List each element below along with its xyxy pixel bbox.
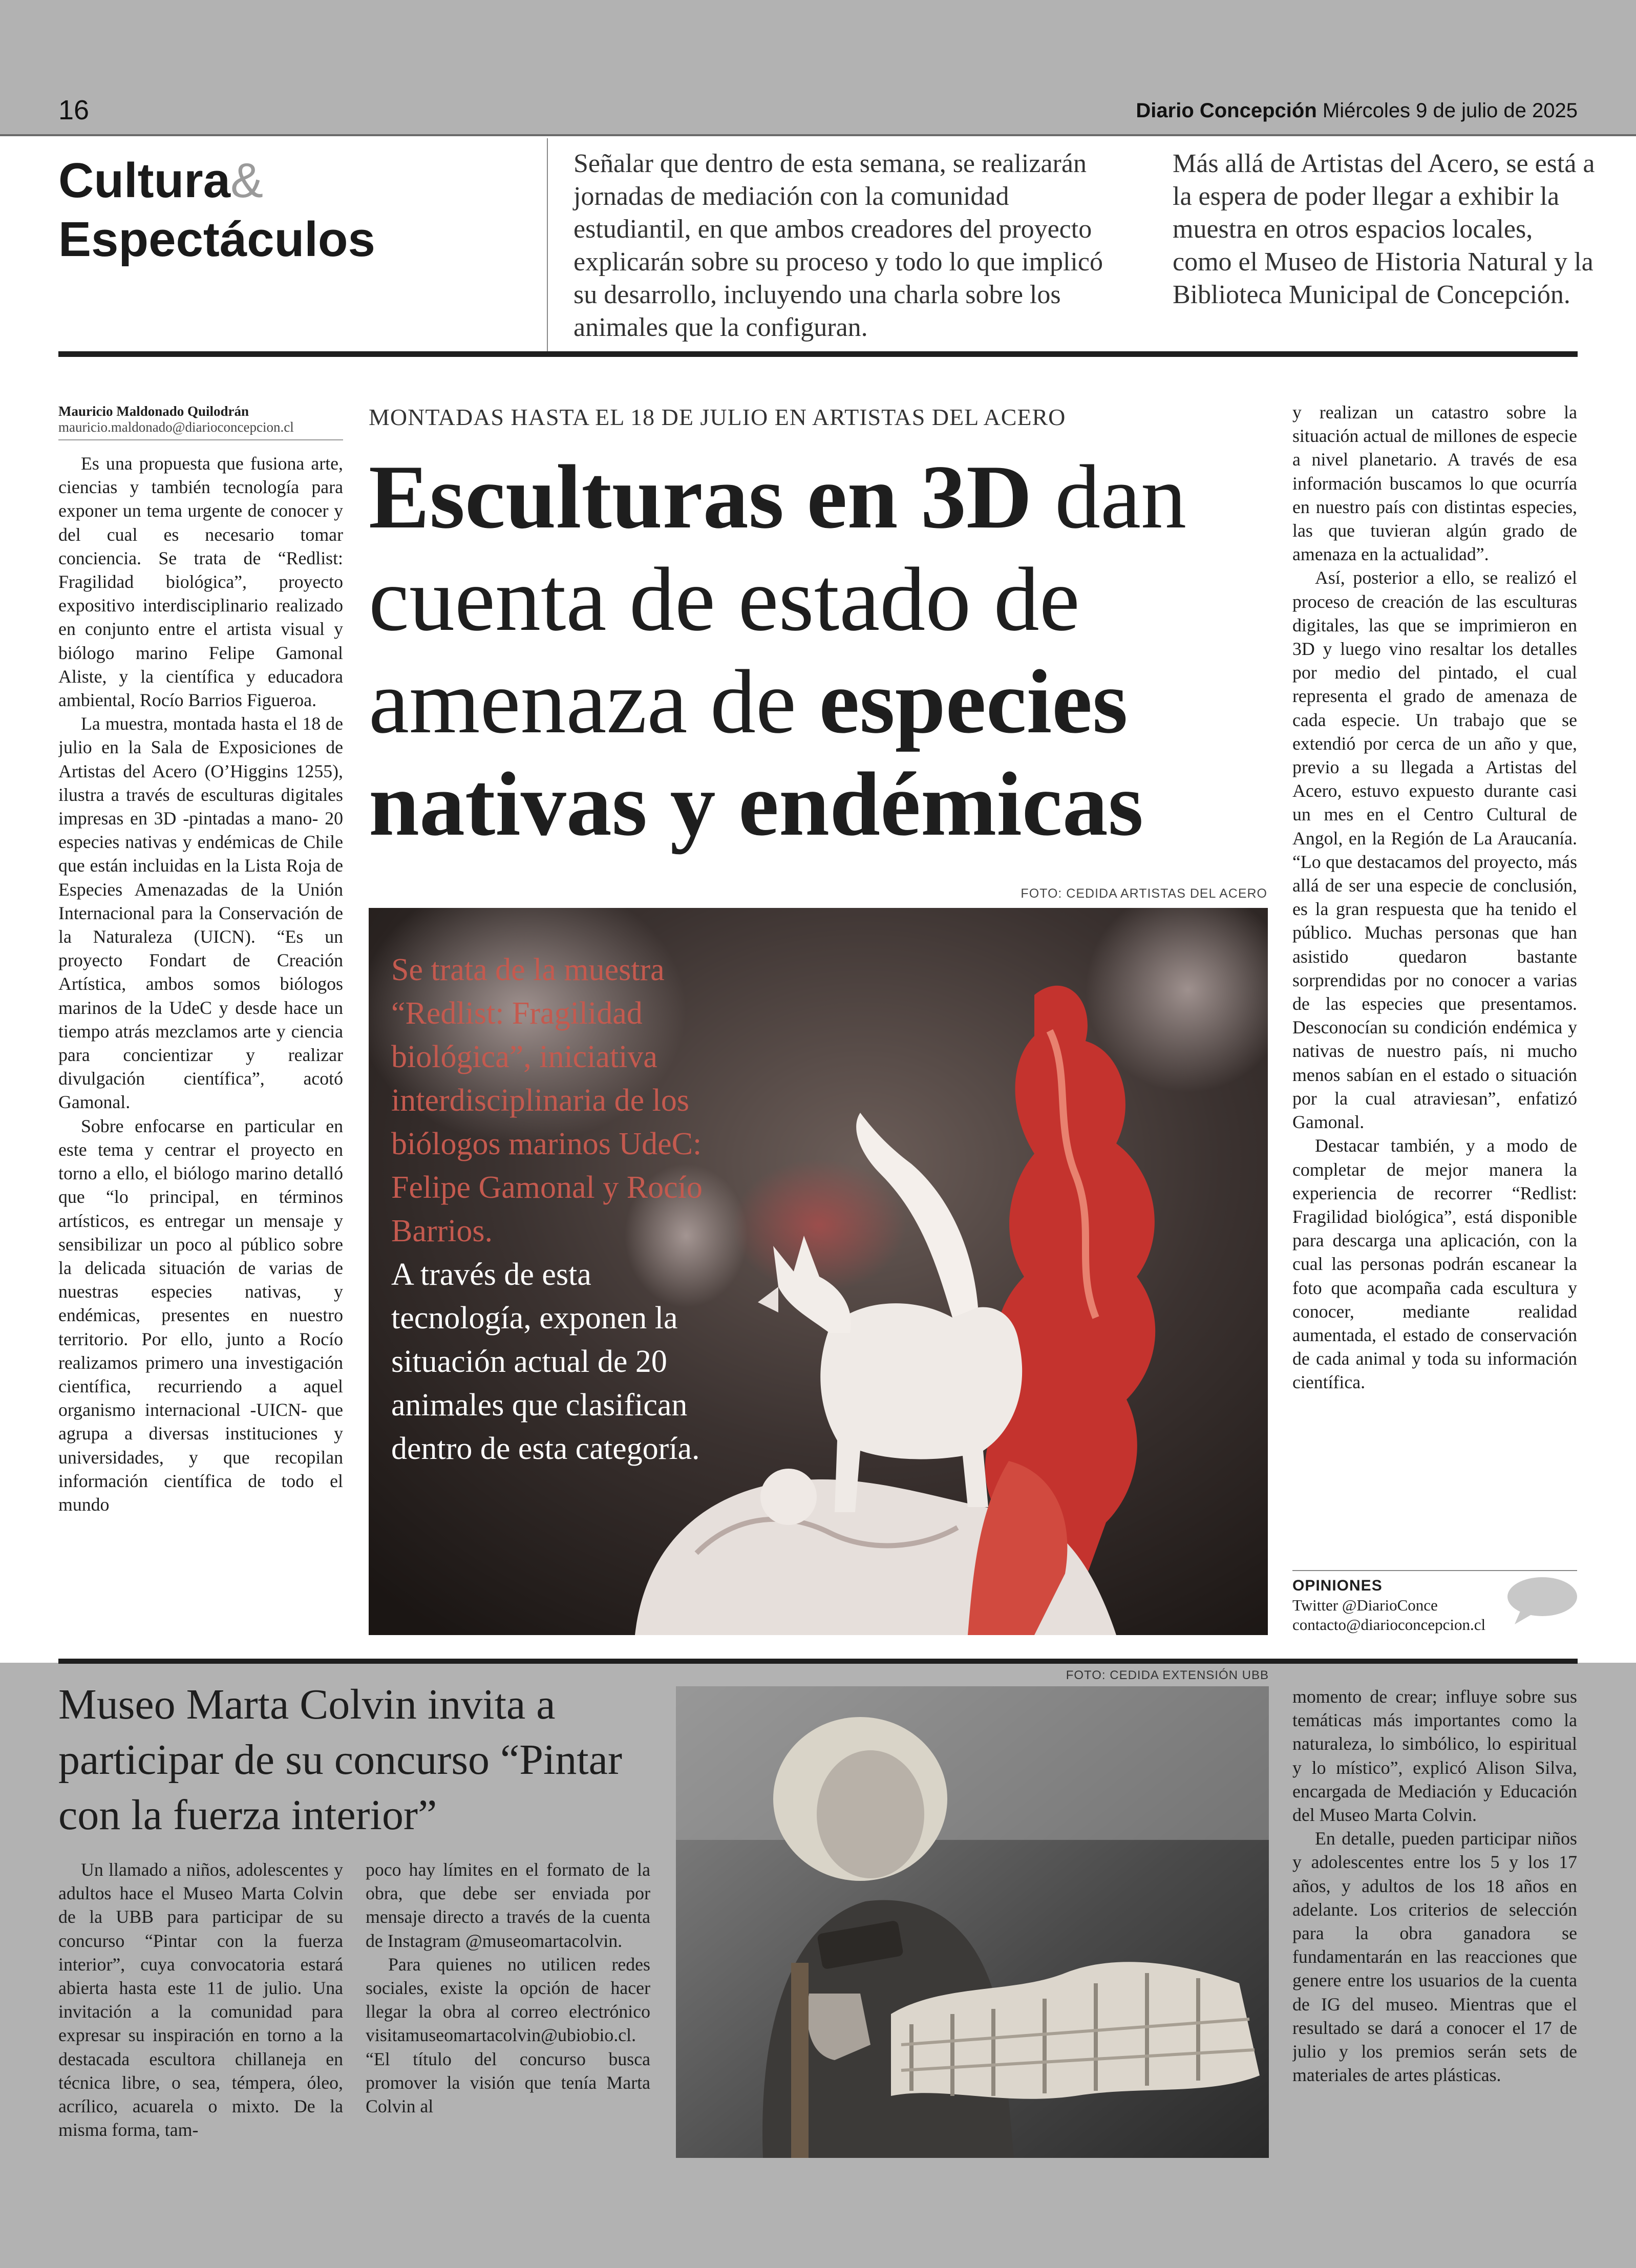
photo-caption <box>391 948 709 1471</box>
headline-bold-1: Esculturas en 3D <box>369 446 1032 547</box>
headline-regular: dan cuenta de estado de amenaza de <box>369 446 1187 752</box>
author-email[interactable]: mauricio.maldonado@diarioconcepcion.cl <box>58 419 294 435</box>
paragraph: Para quienes no utilicen redes sociales, existe la opción de hacer llegar la obra al correo electrónico visitamuseomartacolvin@ubiobio.cl. “El título del concurso busca promover la visión que tenía Marta Colvin al <box>366 1954 650 2117</box>
second-column-3 <box>1292 1685 1577 2166</box>
header-divider <box>547 138 548 353</box>
story-divider <box>58 1659 1578 1664</box>
second-column-2 <box>366 1858 650 2165</box>
section-word-1: Cultura <box>58 153 230 208</box>
paragraph: momento de crear; influye sobre sus temáticas más importantes como la naturaleza, lo simbólico, lo espiritual y lo místico”, explicó Alison Silva, encargada de Mediación y Educación del Museo Marta Colvin. <box>1292 1686 1577 1826</box>
author-name: Mauricio Maldonado Quilodrán <box>58 404 249 419</box>
paragraph: La muestra, montada hasta el 18 de julio en la Sala de Exposiciones de Artistas del Acero (O’Higgins 1255), ilustra a través de esculturas digitales impresas en 3D -pintadas a mano- 20 especies nativas y endémicas de Chile que están incluidas en la Lista Roja de Especies Amenazadas de la Unión Internacional para la Conservación de la Naturaleza (UICN). “Es un proyecto Fondart de Creación Artística, ambos somos biólogos marinos de la UdeC y desde hace un tiempo atrás mezclamos arte y ciencia para concientizar y realizar divulgación científica”, acotó Gamonal. <box>58 713 343 1113</box>
section-word-2: Espectáculos <box>58 212 375 267</box>
masthead <box>1136 100 1578 121</box>
byline-rule <box>58 439 343 440</box>
paper-name: Diario Concepción <box>1136 99 1317 122</box>
byline <box>58 404 343 435</box>
paragraph: Un llamado a niños, adolescentes y adultos hace el Museo Marta Colvin de la UBB para participar de su concurso “Pintar con la fuerza interior”, cuya convocatoria estará abierta hasta este 11 de julio. Una invitación a la comunidad para expresar su inspiración en torno a la destacada escultora chillaneja en técnica libre, o sea, témpera, óleo, acrílico, acuarela o mixto. De la misma forma, tam- <box>58 1859 343 2140</box>
opinions-rule <box>1292 1570 1577 1571</box>
second-headline: Museo Marta Colvin invita a participar de su concurso “Pintar con la fuerza interior” <box>58 1681 622 1839</box>
section-title <box>58 151 550 269</box>
header-rule <box>0 134 1636 136</box>
opinions-twitter[interactable]: Twitter @DiarioConce <box>1292 1596 1438 1614</box>
sculptor-photo <box>676 1686 1269 2158</box>
article-column-3 <box>1292 400 1577 1559</box>
page-number: 16 <box>58 95 90 125</box>
teaser-1: Señalar que dentro de esta semana, se realizarán jornadas de mediación con la comunidad estudiantil, en que ambos creadores del proyecto explicarán sobre su proceso y todo lo que implicó su desarrollo, incluyendo una charla sobre los animales que la configuran. <box>573 149 1103 342</box>
speech-bubble-icon <box>1505 1576 1578 1625</box>
opinions-label: OPINIONES <box>1292 1577 1383 1594</box>
paragraph: Así, posterior a ello, se realizó el proceso de creación de las esculturas digitales, las que se imprimieron en 3D y luego vino resaltar los detalles por medio del pintado, el cual representa el grado de amenaza de cada especie. Un trabajo que se extendió por cerca de un año y que, previo a su llegada a Artistas del Acero, estuvo expuesto durante casi un mes en el Centro Cultural de Angol, en la Región de La Araucanía. “Lo que destacamos del proyecto, más allá de ser una especie de conclusión, es la gran respuesta que ha tenido el público. Muchas personas que han asistido quedaron bastante sorprendidas por no conocer a varias de las especies que presentamos. Desconocían su condición endémica y nativas de nuestro país, ni mucho menos sabían en el estado o situación por la cual atraviesan”, enfatizó Gamonal. <box>1292 567 1577 1133</box>
article-column-1 <box>58 452 343 1635</box>
paragraph: Sobre enfocarse en particular en este tema y centrar el proyecto en torno a ello, el biólogo marino detalló que “lo principal, en términos artísticos, es entregar un mensaje y sensibilizar un poco al público sobre la delicada situación de varias de nuestras especies nativas, y endémicas, presentes en nuestro territorio. Por ello, junto a Rocío realizamos primero una investigación científica, recurriendo a aquel organismo internacional -UICN- que agrupa a diversas instituciones y universidades, y que recopilan información científica de todo el mundo <box>58 1115 343 1515</box>
kicker: MONTADAS HASTA EL 18 DE JULIO EN ARTISTAS DEL ACERO <box>369 404 1066 430</box>
photo-credit: FOTO: CEDIDA ARTISTAS DEL ACERO <box>1021 886 1267 901</box>
section-rule <box>58 351 1578 357</box>
caption-highlight: Se trata de la muestra “Redlist: Fragilidad biológica”, iniciativa interdisciplinaria de los biólogos marinos UdeC: Felipe Gamonal y Rocío Barrios. <box>391 952 703 1248</box>
issue-date: Miércoles 9 de julio de 2025 <box>1322 99 1578 122</box>
headline <box>369 446 1275 855</box>
opinions-box <box>1292 1576 1497 1635</box>
teaser-2: Más allá de Artistas del Acero, se está a la espera de poder llegar a exhibir la muestra en otros espacios locales, como el Museo de Historia Natural y la Biblioteca Municipal de Concepción. <box>1173 149 1595 309</box>
paragraph: Es una propuesta que fusiona arte, ciencias y también tecnología para exponer un tema urgente de conocer y del cual es necesario tomar conciencia. Se trata de “Redlist: Fragilidad biológica”, proyecto expositivo interdisciplinario realizado en conjunto entre el artista visual y biólogo marino Felipe Gamonal Aliste, y la científica y educadora ambiental, Rocío Barrios Figueroa. <box>58 453 343 711</box>
sculptor-illustration <box>676 1686 1269 2158</box>
paragraph: poco hay límites en el formato de la obra, que debe ser enviada por mensaje directo a través de la cuenta de Instagram @museomartacolvin. <box>366 1859 650 1951</box>
paragraph: y realizan un catastro sobre la situación actual de millones de especie a nivel planetario. A través de esa información buscamos lo que ocurría en nuestro país con distintas especies, las que tuvieran algún grado de amenaza en la actualidad”. <box>1292 402 1577 565</box>
opinions-email[interactable]: contacto@diarioconcepcion.cl <box>1292 1616 1486 1634</box>
section-ampersand: & <box>230 153 264 208</box>
paragraph: En detalle, pueden participar niños y adolescentes entre los 5 y los 17 años, y adultos de los 18 años en adelante. Los criterios de selección para la obra ganadora se fundamentarán en las reacciones que genere entre los usuarios de la cuenta de IG del museo. Mientras que el resultado se dará a conocer el 17 de julio y los premios serán sets de materiales de artes plásticas. <box>1292 1828 1577 2086</box>
second-photo-credit: FOTO: CEDIDA EXTENSIÓN UBB <box>1066 1668 1269 1682</box>
headline-bold-2: especies nativas y endémicas <box>369 651 1143 855</box>
caption-body: A través de esta tecnología, exponen la situación actual de 20 animales que clasifican dentro de esta categoría. <box>391 1257 700 1466</box>
paragraph: Destacar también, y a modo de completar de mejor manera la experiencia de recorrer “Redlist: Fragilidad biológica”, está disponible para descarga una aplicación, con la cual las personas podrán escanear la foto que acompaña cada escultura y conocer, mediante realidad aumentada, el estado de conservación de cada animal y toda su información científica. <box>1292 1135 1577 1393</box>
second-column-1 <box>58 1858 343 2165</box>
